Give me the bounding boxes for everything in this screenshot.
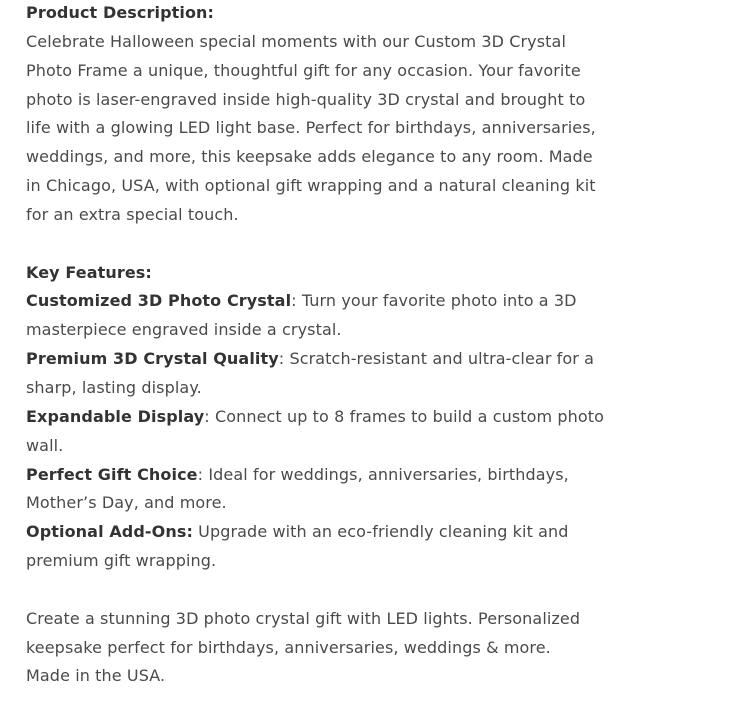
feature-text: : Connect up to 8 frames to build a custom photo <box>204 406 605 426</box>
feature-text: wall. <box>26 435 64 455</box>
description-line: life with a glowing LED light base. Perfect for birthdays, anniversaries, <box>26 118 596 138</box>
section-spacer <box>26 576 666 605</box>
feature-item-premium-quality <box>26 345 666 403</box>
feature-text: Mother’s Day, and more. <box>26 493 227 513</box>
product-description-body <box>26 28 666 230</box>
feature-text: sharp, lasting display. <box>26 377 202 397</box>
feature-text: masterpiece engraved inside a crystal. <box>26 320 342 340</box>
description-line: in Chicago, USA, with optional gift wrapping and a natural cleaning kit <box>26 176 596 196</box>
feature-text: : Ideal for weddings, anniversaries, birthdays, <box>197 464 569 484</box>
feature-item-gift-choice <box>26 461 666 519</box>
feature-item-expandable-display <box>26 403 666 461</box>
feature-item-add-ons <box>26 518 666 576</box>
description-line: weddings, and more, this keepsake adds elegance to any room. Made <box>26 147 593 167</box>
feature-title: Customized 3D Photo Crystal <box>26 291 292 311</box>
closing-paragraph <box>26 605 666 692</box>
description-line: Photo Frame a unique, thoughtful gift for any occasion. Your favorite <box>26 60 581 80</box>
feature-text: Upgrade with an eco-friendly cleaning kit and <box>192 522 569 542</box>
product-description-heading: Product Description: <box>26 3 215 22</box>
feature-item-customized-crystal <box>26 287 666 345</box>
feature-title: Expandable Display <box>26 406 205 426</box>
closing-line: keepsake perfect for birthdays, anniversaries, weddings & more. <box>26 637 551 657</box>
description-line: for an extra special touch. <box>26 204 239 224</box>
feature-title: Perfect Gift Choice <box>26 464 198 484</box>
feature-text: : Turn your favorite photo into a 3D <box>291 291 577 311</box>
feature-text: : Scratch-resistant and ultra-clear for a <box>278 349 595 369</box>
section-spacer <box>26 230 666 259</box>
product-description-section <box>26 0 666 691</box>
description-line: photo is laser-engraved inside high-quality 3D crystal and brought to <box>26 89 586 109</box>
description-line: Celebrate Halloween special moments with our Custom 3D Crystal <box>26 31 566 51</box>
closing-line: Made in the USA. <box>26 666 166 686</box>
feature-title: Optional Add-Ons: <box>26 522 193 542</box>
feature-text: premium gift wrapping. <box>26 551 217 571</box>
closing-line: Create a stunning 3D photo crystal gift with LED lights. Personalized <box>26 608 581 628</box>
key-features-heading: Key Features: <box>26 262 152 282</box>
feature-title: Premium 3D Crystal Quality <box>26 349 279 369</box>
